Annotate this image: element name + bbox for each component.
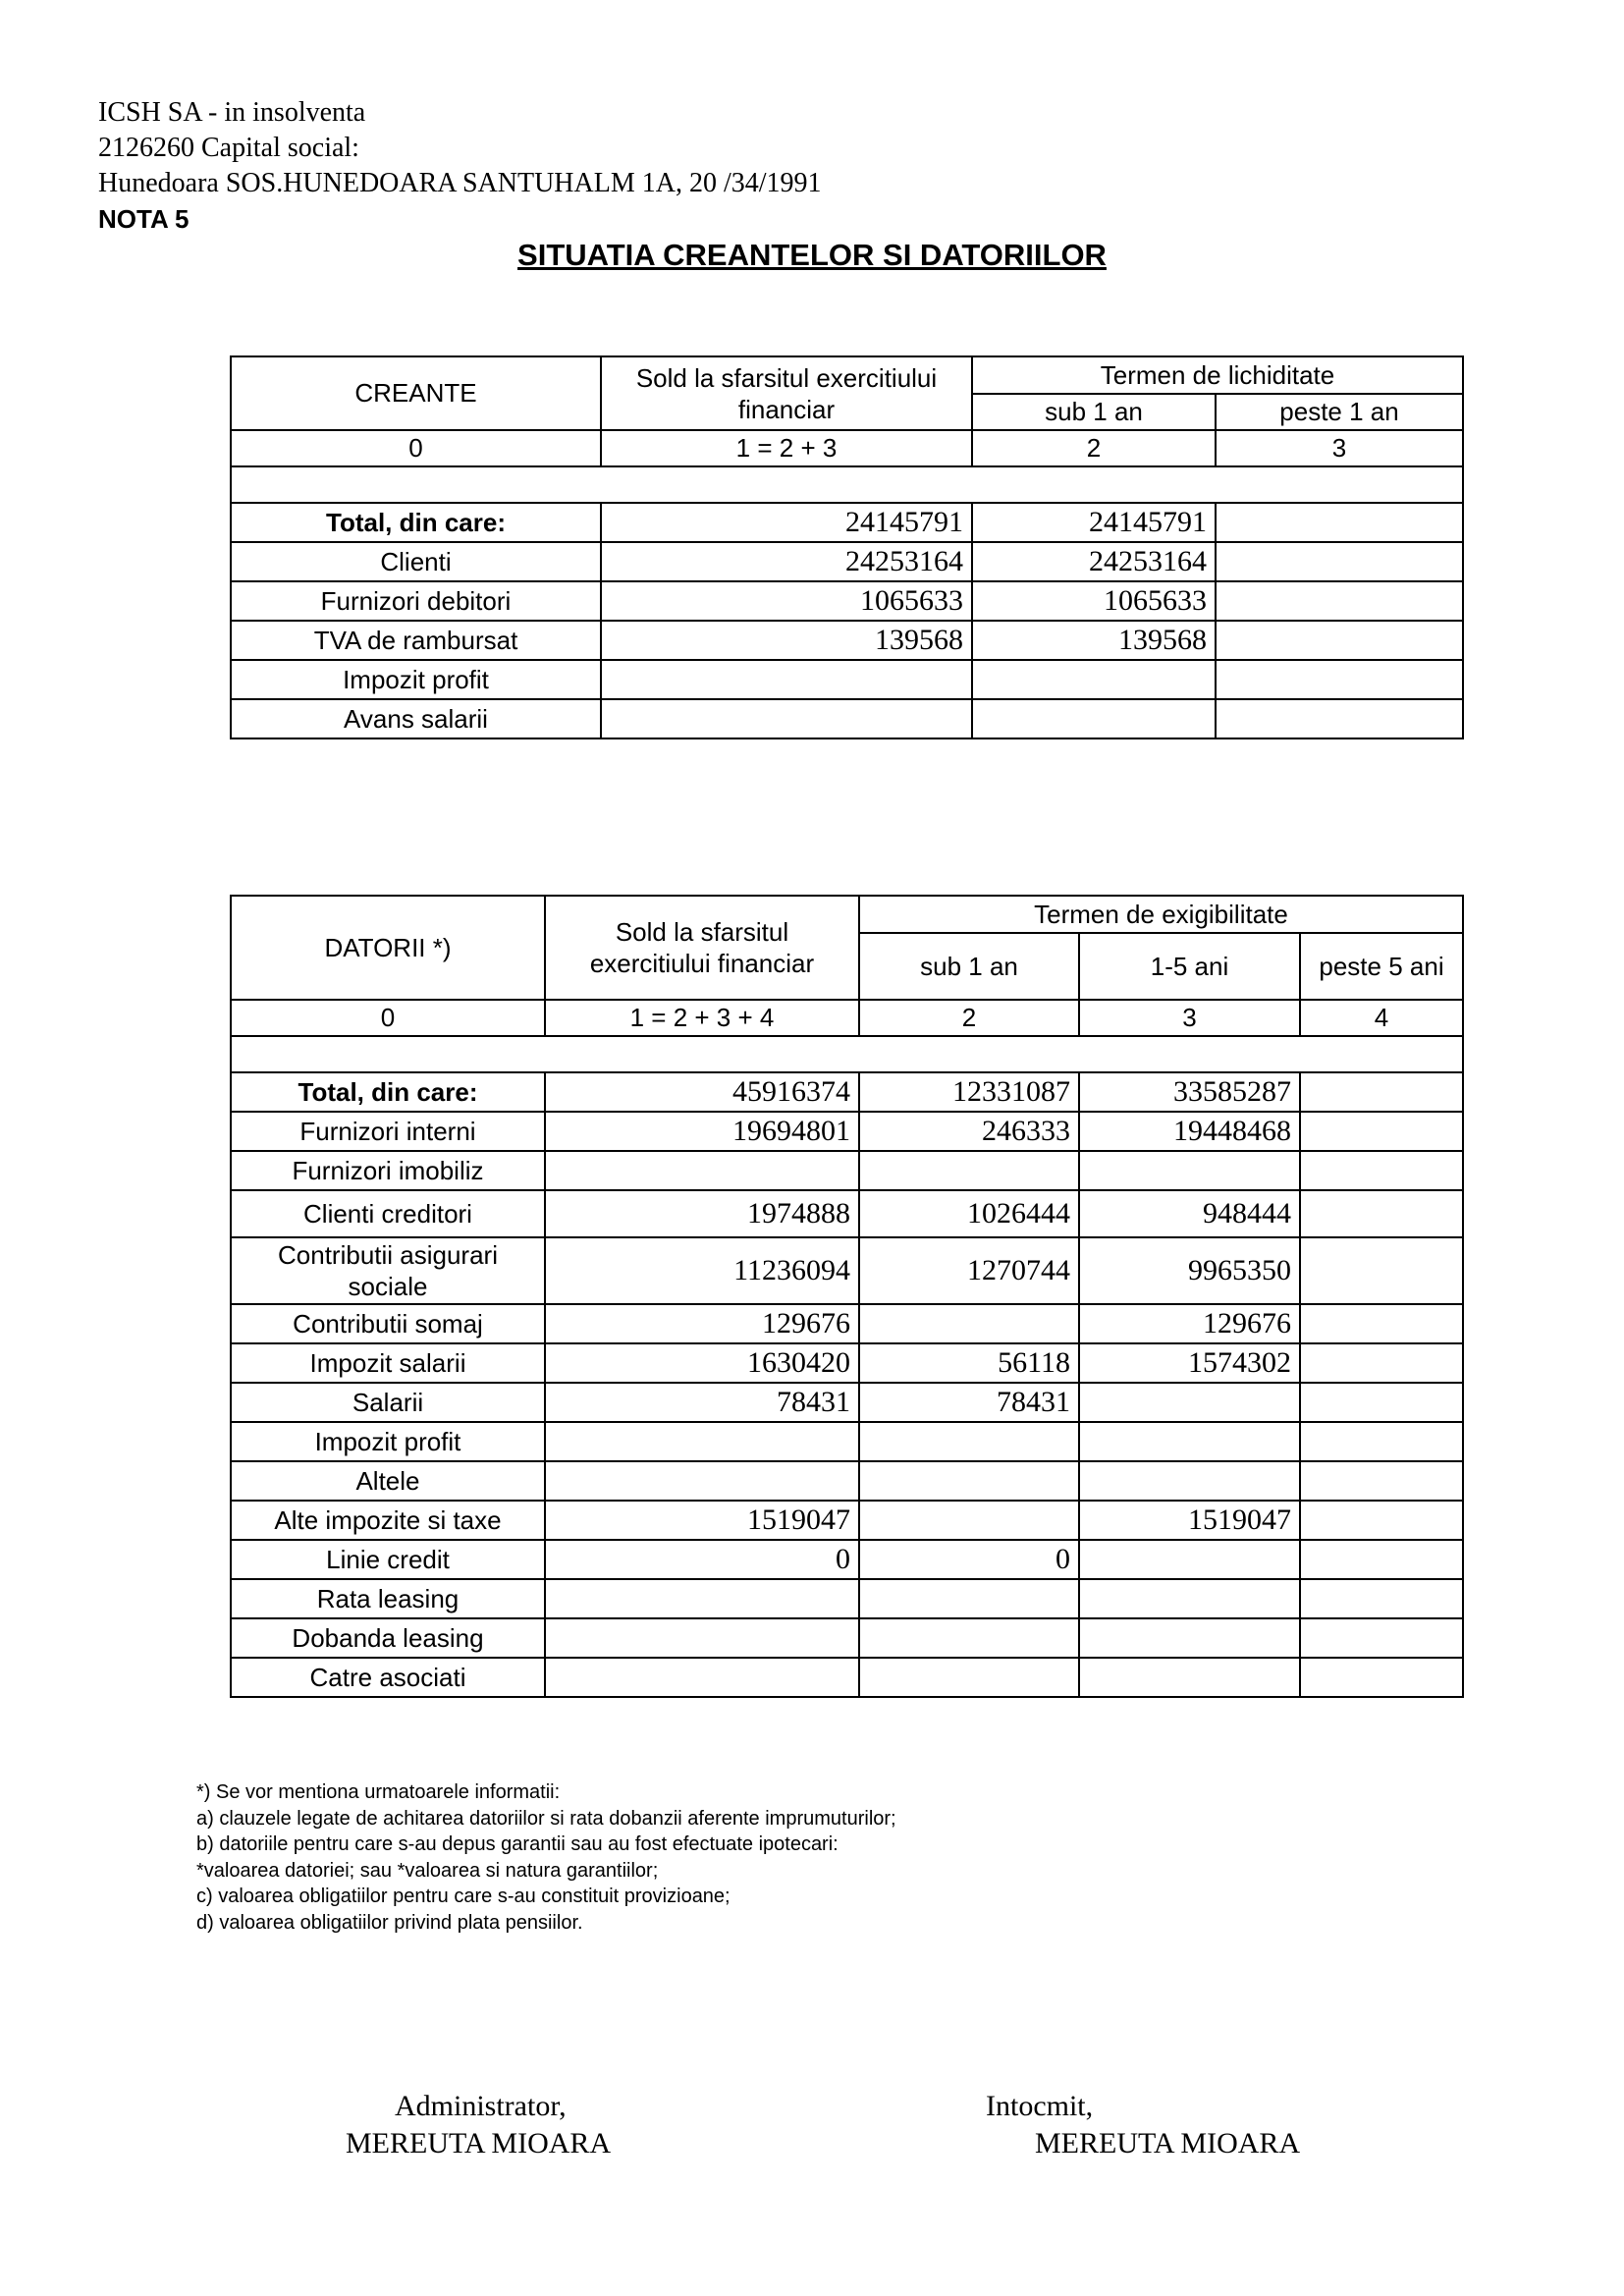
peste5-cell xyxy=(1300,1383,1463,1422)
datorii-index-row xyxy=(231,1000,1463,1036)
datorii-table xyxy=(230,895,1464,1698)
ani15-cell: 1574302 xyxy=(1079,1343,1300,1383)
sold-cell: 139568 xyxy=(601,621,972,660)
datorii-spacer-row xyxy=(231,1036,1463,1072)
peste5-cell xyxy=(1300,1112,1463,1151)
peste5-cell xyxy=(1300,1658,1463,1697)
sold-cell: 24145791 xyxy=(601,503,972,542)
table-row xyxy=(231,1072,1463,1112)
table-row xyxy=(231,1112,1463,1151)
index-cell: 1 = 2 + 3 xyxy=(601,430,972,466)
creante-sold-header: Sold la sfarsitul exercitiului financiar xyxy=(601,356,972,430)
footnote-line: b) datoriile pentru care s-au depus garantii sau au fost efectuate ipotecari: xyxy=(196,1833,839,1855)
index-cell: 2 xyxy=(972,430,1216,466)
peste5-cell xyxy=(1300,1540,1463,1579)
sub1-cell: 0 xyxy=(859,1540,1079,1579)
creante-index-row xyxy=(231,430,1463,466)
table-row xyxy=(231,699,1463,738)
footnote-line: *) Se vor mentiona urmatoarele informatii: xyxy=(196,1781,561,1803)
spacer-cell xyxy=(231,1036,1463,1072)
sub1-cell xyxy=(859,1658,1079,1697)
sold-cell xyxy=(545,1151,859,1190)
peste1-cell xyxy=(1216,660,1463,699)
footnotes xyxy=(196,1779,896,1936)
ani15-cell xyxy=(1079,1461,1300,1501)
table-row xyxy=(231,1579,1463,1618)
datorii-peste5-header: peste 5 ani xyxy=(1300,933,1463,1000)
peste5-cell xyxy=(1300,1501,1463,1540)
sub1-cell: 56118 xyxy=(859,1343,1079,1383)
creante-sub1-header: sub 1 an xyxy=(972,394,1216,430)
datorii-header-row xyxy=(231,896,1463,933)
sold-cell: 24253164 xyxy=(601,542,972,581)
peste5-cell xyxy=(1300,1237,1463,1304)
sub1-cell: 12331087 xyxy=(859,1072,1079,1112)
ani15-cell xyxy=(1079,1422,1300,1461)
index-cell: 4 xyxy=(1300,1000,1463,1036)
sub1-cell: 1270744 xyxy=(859,1237,1079,1304)
index-cell: 3 xyxy=(1079,1000,1300,1036)
peste1-cell xyxy=(1216,581,1463,621)
table-row xyxy=(231,1343,1463,1383)
table-row xyxy=(231,1540,1463,1579)
index-cell: 0 xyxy=(231,1000,545,1036)
note-number: NOTA 5 xyxy=(98,204,189,234)
peste1-cell xyxy=(1216,503,1463,542)
sub1-cell: 1065633 xyxy=(972,581,1216,621)
preparer-name: MEREUTA MIOARA xyxy=(1035,2127,1301,2159)
row-label: Catre asociati xyxy=(231,1658,545,1697)
datorii-sold-header: Sold la sfarsitul exercitiului financiar xyxy=(545,896,859,1000)
sold-cell: 45916374 xyxy=(545,1072,859,1112)
index-cell: 1 = 2 + 3 + 4 xyxy=(545,1000,859,1036)
sub1-cell: 139568 xyxy=(972,621,1216,660)
row-label: Impozit profit xyxy=(231,660,601,699)
company-address: Hunedoara SOS.HUNEDOARA SANTUHALM 1A, 20 /34/1991 xyxy=(98,168,822,198)
sub1-cell: 246333 xyxy=(859,1112,1079,1151)
ani15-cell: 19448468 xyxy=(1079,1112,1300,1151)
footnote-line: c) valoarea obligatiilor pentru care s-au constituit provizioane; xyxy=(196,1886,731,1907)
row-label: Clienti xyxy=(231,542,601,581)
footnote-line: a) clauzele legate de achitarea datoriilor si rata dobanzii aferente imprumuturilor; xyxy=(196,1807,896,1830)
table-row xyxy=(231,1151,1463,1190)
exigibilitate-header: Termen de exigibilitate xyxy=(859,896,1463,933)
row-label: Impozit salarii xyxy=(231,1343,545,1383)
row-label: Furnizori imobiliz xyxy=(231,1151,545,1190)
sub1-cell xyxy=(972,660,1216,699)
table-row xyxy=(231,1190,1463,1237)
index-cell: 3 xyxy=(1216,430,1463,466)
row-label: Total, din care: xyxy=(231,1072,545,1112)
sold-cell xyxy=(601,660,972,699)
sold-cell xyxy=(545,1461,859,1501)
peste1-cell xyxy=(1216,542,1463,581)
row-label: Rata leasing xyxy=(231,1579,545,1618)
sold-cell xyxy=(545,1658,859,1697)
company-registration: 2126260 Capital social: xyxy=(98,133,359,163)
creante-peste1-header: peste 1 an xyxy=(1216,394,1463,430)
footnote-line: *valoarea datoriei; sau *valoarea si natura garantiilor; xyxy=(196,1859,659,1882)
table-row xyxy=(231,1658,1463,1697)
sub1-cell: 78431 xyxy=(859,1383,1079,1422)
row-label: Avans salarii xyxy=(231,699,601,738)
preparer-role: Intocmit, xyxy=(986,2090,1094,2122)
table-row xyxy=(231,1422,1463,1461)
row-label: Furnizori interni xyxy=(231,1112,545,1151)
ani15-cell: 948444 xyxy=(1079,1190,1300,1237)
index-cell: 2 xyxy=(859,1000,1079,1036)
table-row xyxy=(231,1237,1463,1304)
sub1-cell: 1026444 xyxy=(859,1190,1079,1237)
sub1-cell xyxy=(859,1422,1079,1461)
peste5-cell xyxy=(1300,1304,1463,1343)
index-cell: 0 xyxy=(231,430,601,466)
ani15-cell xyxy=(1079,1151,1300,1190)
ani15-cell: 129676 xyxy=(1079,1304,1300,1343)
creante-header: CREANTE xyxy=(231,356,601,430)
datorii-header: DATORII *) xyxy=(231,896,545,1000)
row-label: Alte impozite si taxe xyxy=(231,1501,545,1540)
sold-cell xyxy=(545,1579,859,1618)
row-label: Contributii asigurari sociale xyxy=(231,1237,545,1304)
footnote-line: d) valoarea obligatiilor privind plata pensiilor. xyxy=(196,1911,583,1934)
datorii-sub1-header: sub 1 an xyxy=(859,933,1079,1000)
sold-cell: 0 xyxy=(545,1540,859,1579)
row-label: Linie credit xyxy=(231,1540,545,1579)
company-name: ICSH SA - in insolventa xyxy=(98,97,366,128)
ani15-cell: 1519047 xyxy=(1079,1501,1300,1540)
sub1-cell xyxy=(859,1461,1079,1501)
ani15-cell xyxy=(1079,1540,1300,1579)
peste5-cell xyxy=(1300,1422,1463,1461)
table-row xyxy=(231,621,1463,660)
sub1-cell xyxy=(859,1579,1079,1618)
table-row xyxy=(231,581,1463,621)
peste5-cell xyxy=(1300,1579,1463,1618)
peste5-cell xyxy=(1300,1072,1463,1112)
row-label: Impozit profit xyxy=(231,1422,545,1461)
sold-cell: 1630420 xyxy=(545,1343,859,1383)
administrator-name: MEREUTA MIOARA xyxy=(346,2127,612,2159)
administrator-role: Administrator, xyxy=(395,2090,567,2122)
row-label: Furnizori debitori xyxy=(231,581,601,621)
row-label: Dobanda leasing xyxy=(231,1618,545,1658)
sold-cell: 78431 xyxy=(545,1383,859,1422)
creante-header-row xyxy=(231,356,1463,394)
peste5-cell xyxy=(1300,1618,1463,1658)
row-label: TVA de rambursat xyxy=(231,621,601,660)
sub1-cell: 24253164 xyxy=(972,542,1216,581)
sub1-cell xyxy=(972,699,1216,738)
table-row xyxy=(231,1501,1463,1540)
ani15-cell xyxy=(1079,1618,1300,1658)
sold-cell: 11236094 xyxy=(545,1237,859,1304)
sold-cell xyxy=(545,1618,859,1658)
sold-cell: 1065633 xyxy=(601,581,972,621)
sub1-cell xyxy=(859,1304,1079,1343)
table-row xyxy=(231,1618,1463,1658)
peste1-cell xyxy=(1216,699,1463,738)
peste5-cell xyxy=(1300,1461,1463,1501)
ani15-cell xyxy=(1079,1658,1300,1697)
sub1-cell xyxy=(859,1151,1079,1190)
table-row xyxy=(231,1304,1463,1343)
peste1-cell xyxy=(1216,621,1463,660)
creante-spacer-row xyxy=(231,466,1463,503)
datorii-1-5-header: 1-5 ani xyxy=(1079,933,1300,1000)
sub1-cell xyxy=(859,1618,1079,1658)
ani15-cell xyxy=(1079,1579,1300,1618)
table-row xyxy=(231,1461,1463,1501)
lichiditate-header: Termen de lichiditate xyxy=(972,356,1463,394)
sold-cell: 1519047 xyxy=(545,1501,859,1540)
row-label: Total, din care: xyxy=(231,503,601,542)
sold-cell xyxy=(545,1422,859,1461)
table-row xyxy=(231,503,1463,542)
sold-cell: 1974888 xyxy=(545,1190,859,1237)
ani15-cell: 9965350 xyxy=(1079,1237,1300,1304)
sold-cell: 129676 xyxy=(545,1304,859,1343)
table-row xyxy=(231,1383,1463,1422)
table-row xyxy=(231,660,1463,699)
peste5-cell xyxy=(1300,1343,1463,1383)
sold-cell: 19694801 xyxy=(545,1112,859,1151)
sub1-cell: 24145791 xyxy=(972,503,1216,542)
table-row xyxy=(231,542,1463,581)
row-label: Clienti creditori xyxy=(231,1190,545,1237)
creante-table xyxy=(230,355,1464,739)
peste5-cell xyxy=(1300,1151,1463,1190)
sub1-cell xyxy=(859,1501,1079,1540)
row-label: Contributii somaj xyxy=(231,1304,545,1343)
page-title: SITUATIA CREANTELOR SI DATORIILOR xyxy=(517,238,1107,272)
peste5-cell xyxy=(1300,1190,1463,1237)
ani15-cell xyxy=(1079,1383,1300,1422)
sold-cell xyxy=(601,699,972,738)
row-label: Altele xyxy=(231,1461,545,1501)
spacer-cell xyxy=(231,466,1463,503)
ani15-cell: 33585287 xyxy=(1079,1072,1300,1112)
row-label: Salarii xyxy=(231,1383,545,1422)
